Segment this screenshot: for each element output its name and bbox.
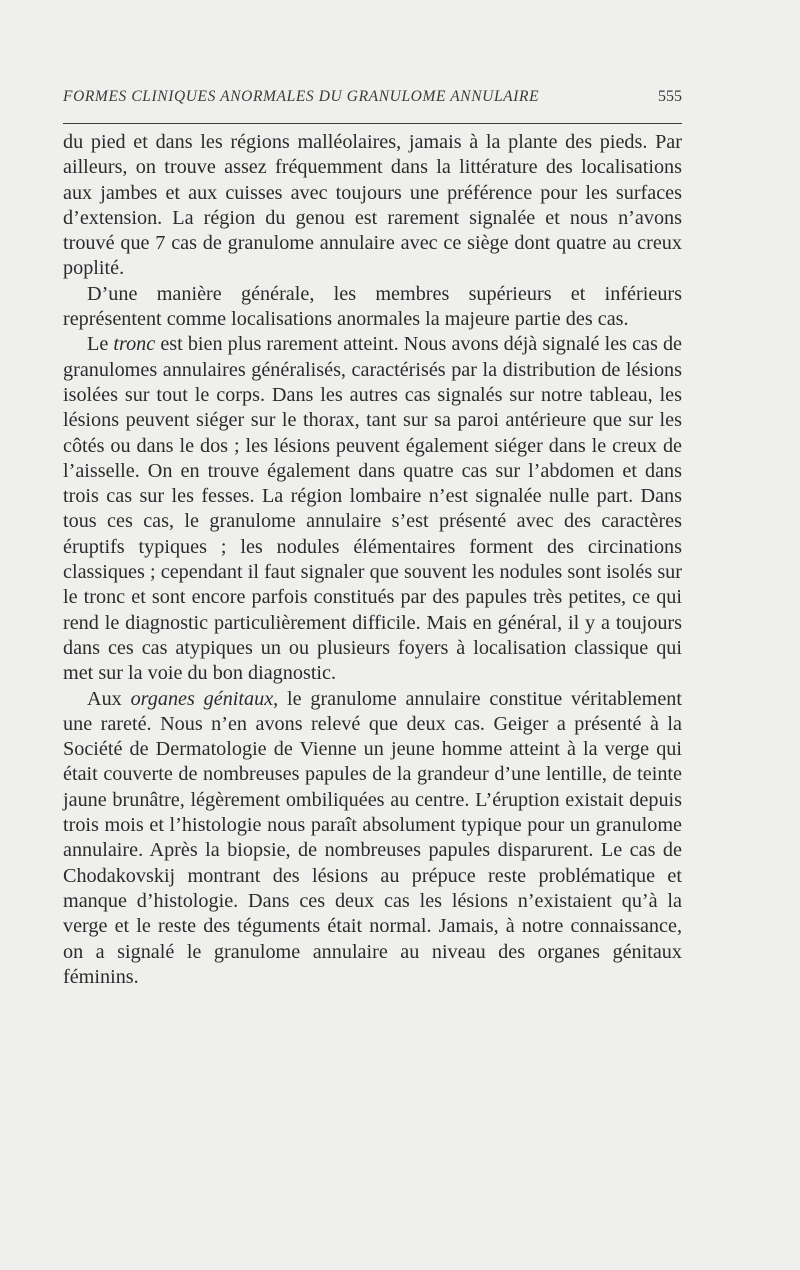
- paragraph: [63, 687, 682, 991]
- text-run: Aux: [87, 687, 131, 710]
- paragraph: [63, 130, 682, 282]
- book-page: [63, 88, 682, 990]
- page-number: 555: [658, 88, 682, 105]
- italic-term: tronc: [113, 333, 156, 356]
- text-run: , le granulome annulaire constitue véritablement une rareté. Nous n’en avons relevé que deux cas. Geiger a présenté à la Société de Dermatologie de Vienne un jeune homme atteint à la verge qui était couverte de nombreuses papules de la grandeur d’une lentille, de teinte jaune brunâtre, légèrement ombiliquées au centre. L’éruption existait depuis trois mois et l’histologie nous paraît absolument typique pour un granulome annulaire. Après la biopsie, de nombreuses papules disparurent. Le cas de Chodakovskij montrant des lésions au prépuce reste problématique et manque d’histologie. Dans ces deux cas les lésions n’existaient qu’à la verge et le reste des téguments était normal. Jamais, à notre connaissance, on a signalé le granulome annulaire au niveau des organes génitaux féminins.: [63, 687, 683, 988]
- paragraph: [63, 332, 682, 686]
- running-head-title: FORMES CLINIQUES ANORMALES DU GRANULOME ANNULAIRE: [63, 88, 540, 105]
- body-text: [63, 130, 682, 990]
- text-run: D’une manière générale, les membres supérieurs et inférieurs représentent comme localisations anormales la majeure partie des cas.: [63, 282, 682, 331]
- paragraph: [63, 282, 682, 333]
- text-run: Le: [87, 333, 114, 356]
- text-run: du pied et dans les régions malléolaires, jamais à la plante des pieds. Par ailleurs, on trouve assez fréquemment dans la littérature des localisations aux jambes et aux cuisses avec toujours une préférence pour les surfaces d’extension. La région du genou est rarement signalée et nous n’avons trouvé que 7 cas de granulome annulaire avec ce siège dont quatre au creux poplité.: [63, 131, 682, 280]
- italic-term: organes génitaux: [130, 687, 274, 710]
- header-rule: [63, 123, 682, 124]
- running-head: [63, 88, 682, 110]
- text-run: est bien plus rarement atteint. Nous avons déjà signalé les cas de granulomes annulaires généralisés, caractérisés par la distribution de lésions isolées sur tout le corps. Dans les autres cas signalés sur notre tableau, les lésions peuvent siéger sur le thorax, tant sur sa paroi antérieure que sur les côtés ou dans le dos ; les lésions peuvent également siéger dans le creux de l’aisselle. On en trouve également dans quatre cas sur l’abdomen et dans trois cas sur les fesses. La région lombaire n’est signalée nulle part. Dans tous ces cas, le granulome annulaire s’est présenté avec des caractères éruptifs typiques ; les nodules élémentaires forment des circinations classiques ; cependant il faut signaler que souvent les nodules sont isolés sur le tronc et sont encore parfois constitués par des papules très petites, ce qui rend le diagnostic particulièrement difficile. Mais en général, il y a toujours dans ces cas atypiques un ou plusieurs foyers à localisation classique qui met sur la voie du bon diagnostic.: [63, 333, 682, 685]
